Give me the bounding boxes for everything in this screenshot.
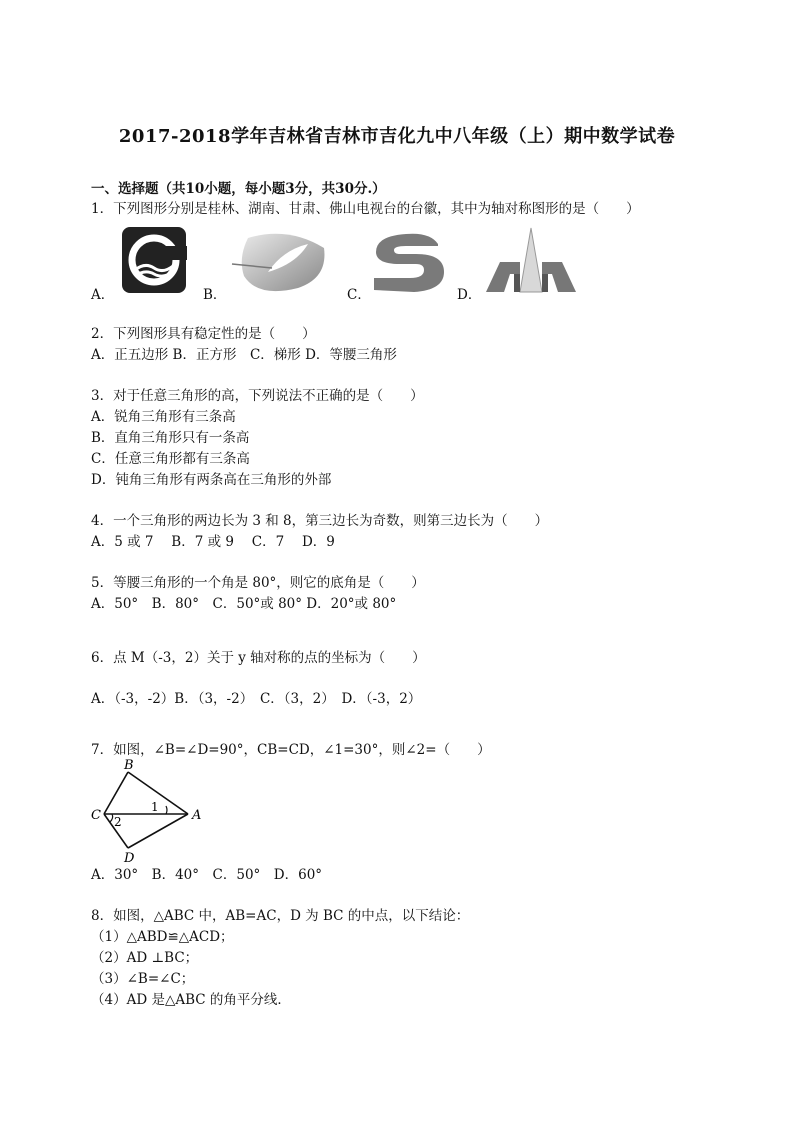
guilin-tv-logo-icon: [121, 226, 187, 294]
gansu-tv-logo-icon: [370, 232, 446, 294]
question-3-option-a: A．锐角三角形有三条高: [91, 409, 236, 425]
question-6-options: A．（-3，-2）B．（3，-2） C．（3，2） D．（-3，2）: [91, 691, 422, 707]
angle-1-label: 1: [151, 800, 159, 814]
question-5-options: A．50° B．80° C．50°或 80° D．20°或 80°: [91, 596, 397, 612]
segment-cb: [104, 772, 128, 814]
question-1-stem: 1．下列图形分别是桂林、湖南、甘肃、佛山电视台的台徽，其中为轴对称图形的是（ ）: [91, 201, 640, 217]
question-4-stem: 4．一个三角形的两边长为 3 和 8，第三边长为奇数，则第三边长为（ ）: [91, 513, 549, 529]
quadrilateral-figure: [88, 756, 208, 866]
question-2-stem: 2．下列图形具有稳定性的是（ ）: [91, 326, 316, 342]
q1-option-a-label: A．: [91, 287, 115, 303]
foshan-tv-logo-icon: [484, 226, 578, 296]
q1-option-d-label: D．: [457, 287, 482, 303]
question-4-options: A．5 或 7 B．7 或 9 C．7 D．9: [91, 534, 335, 550]
question-3-stem: 3．对于任意三角形的高，下列说法不正确的是（ ）: [91, 388, 424, 404]
question-7-options: A．30° B．40° C．50° D．60°: [91, 867, 323, 883]
question-8-conclusion-2: （2）AD ⊥BC；: [91, 950, 199, 966]
segment-da: [128, 814, 188, 848]
page-title: 2017-2018学年吉林省吉林市吉化九中八年级（上）期中数学试卷: [118, 126, 676, 147]
question-8-conclusion-4: （4）AD 是△ABC 的角平分线．: [91, 992, 291, 1008]
section-heading: 一、选择题（共10小题，每小题3分，共30分.）: [91, 181, 386, 197]
angle-1-arc: [166, 806, 167, 814]
question-3-option-c: C．任意三角形都有三条高: [91, 451, 250, 467]
question-2-options: A．正五边形 B．正方形 C．梯形 D．等腰三角形: [91, 347, 397, 363]
angle-2-arc: [110, 814, 113, 822]
question-8-stem: 8．如图，△ABC 中，AB=AC，D 为 BC 的中点，以下结论：: [91, 908, 470, 924]
q1-option-c-label: C．: [347, 287, 371, 303]
question-8-conclusion-3: （3）∠B=∠C；: [91, 971, 195, 987]
vertex-d-label: D: [124, 851, 135, 866]
question-3-option-b: B．直角三角形只有一条高: [91, 430, 250, 446]
angle-2-label: 2: [114, 815, 122, 829]
question-7-stem: 7．如图，∠B=∠D=90°，CB=CD，∠1=30°，则∠2=（ ）: [91, 742, 491, 758]
question-8-conclusion-1: （1）△ABD≌△ACD；: [91, 929, 234, 945]
vertex-b-label: B: [124, 758, 134, 773]
hunan-tv-logo-icon: [228, 228, 328, 294]
vertex-c-label: C: [91, 808, 101, 823]
question-3-option-d: D．钝角三角形有两条高在三角形的外部: [91, 472, 332, 488]
question-5-stem: 5．等腰三角形的一个角是 80°，则它的底角是（ ）: [91, 575, 425, 591]
q1-option-b-label: B．: [203, 287, 227, 303]
question-6-stem: 6．点 M（-3，2）关于 y 轴对称的点的坐标为（ ）: [91, 650, 426, 666]
vertex-a-label: A: [192, 808, 202, 823]
